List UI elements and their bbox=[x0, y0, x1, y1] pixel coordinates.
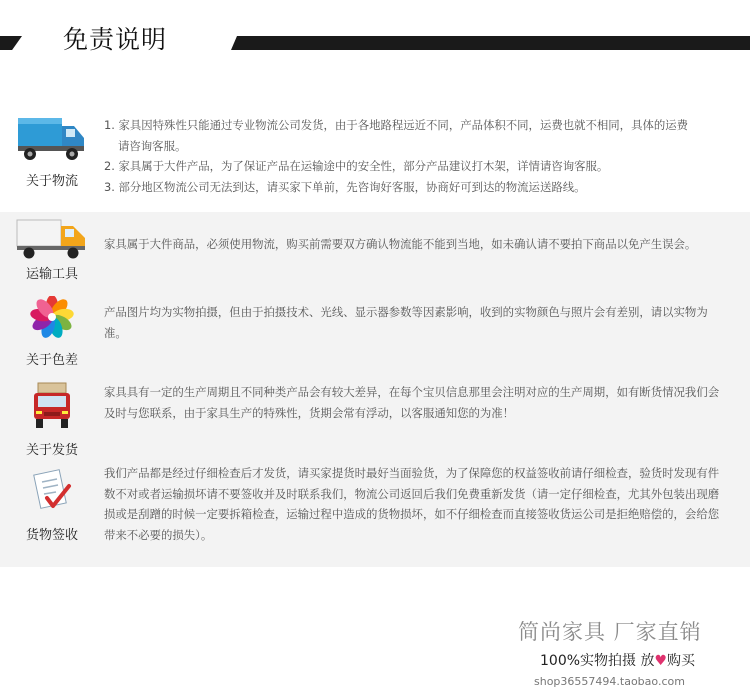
header-bar-left bbox=[0, 36, 22, 50]
slogan-part-b: 购买 bbox=[667, 653, 696, 669]
van-icon bbox=[0, 216, 104, 264]
page-title: 免责说明 bbox=[63, 25, 168, 54]
header-bar-right bbox=[231, 36, 750, 50]
section-text: 家具具有一定的生产周期且不同种类产品会有较大差异，在每个宝贝信息那里会注明对应的生产周期，如有断货情况我们会及时与您联系，由于家具生产的特殊性，货期会常有浮动，以客服通知您的为准！ bbox=[104, 385, 720, 420]
truck-icon bbox=[0, 114, 104, 166]
section-label: 运输工具 bbox=[25, 267, 78, 282]
shop-url: shop36557494.taobao.com bbox=[534, 675, 685, 688]
section-transport bbox=[0, 212, 750, 284]
section-shipping bbox=[0, 375, 750, 460]
slogan bbox=[540, 650, 695, 670]
list-item: 2. 家具属于大件产品，为了保证产品在运输途中的安全性，部分产品建议打木架，详情请咨询客服。 bbox=[104, 159, 609, 173]
section-logistics bbox=[0, 100, 750, 210]
section-color-diff bbox=[0, 290, 750, 370]
section-label: 关于色差 bbox=[25, 353, 78, 368]
brand-name: 简尚家具 厂家直销 bbox=[518, 620, 702, 644]
section-text bbox=[104, 115, 724, 197]
list-item: 请咨询客服。 bbox=[118, 138, 187, 153]
section-label: 关于物流 bbox=[25, 174, 78, 189]
slogan-part-a: 100%实物拍摄 放 bbox=[540, 653, 655, 669]
checklist-icon bbox=[0, 468, 104, 520]
heart-icon: ♥ bbox=[654, 653, 668, 669]
section-text: 产品图片均为实物拍摄，但由于拍摄技术、光线、显示器参数等因素影响，收到的实物颜色与照片会有差别，请以实物为准。 bbox=[104, 305, 708, 340]
section-text: 家具属于大件商品，必须使用物流，购买前需要双方确认物流能不能到当地，如未确认请不要拍下商品以免产生误会。 bbox=[104, 237, 697, 251]
section-text: 我们产品都是经过仔细检查后才发货，请买家提货时最好当面验货，为了保障您的权益签收前请仔细检查，验货时发现有件数不对或者运输损坏请不要签收并及时联系我们，物流公司返回后我们免费重新发货（请一定仔细检查，尤其外包装出现磨损或是刮蹭的时候一定要拆箱检查，运输过程中造成的货物损坏，如不仔细检查而直接签收货运公司是拒绝赔偿的，会给您带来不必要的损失）。 bbox=[104, 466, 720, 542]
list-item: 3. 部分地区物流公司无法到达，请买家下单前，先咨询好客服，协商好可到达的物流运送路线。 bbox=[104, 179, 586, 194]
section-receipt bbox=[0, 462, 750, 567]
list-item: 1. 家具因特殊性只能通过专业物流公司发货，由于各地路程远近不同，产品体积不同，运费也就不相同，具体的运费 bbox=[104, 118, 689, 132]
color-palette-icon bbox=[0, 296, 104, 342]
section-label: 关于发货 bbox=[25, 443, 78, 458]
delivery-truck-icon bbox=[0, 381, 104, 435]
section-label: 货物签收 bbox=[25, 528, 78, 543]
